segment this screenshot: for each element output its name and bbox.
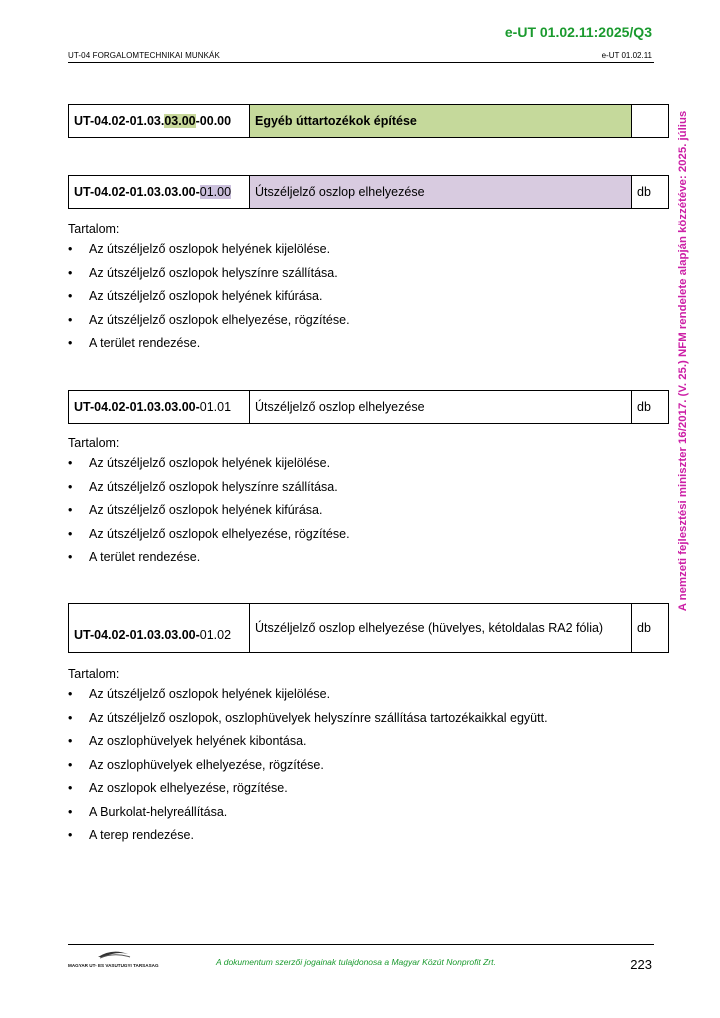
document-reference: e-UT 01.02.11 <box>601 51 652 60</box>
item-table-01-02 <box>68 603 669 653</box>
code-prefix: UT-04.02-01.03.03.00- <box>74 185 200 199</box>
list-item: • A terep rendezése. <box>68 828 654 852</box>
code-prefix: UT-04.02-01.03.03.00- <box>74 400 200 414</box>
list-item: • A terület rendezése. <box>68 336 654 360</box>
code-separator: - <box>195 114 200 128</box>
code-tail: 01.00 <box>199 185 232 199</box>
organization-logo <box>68 948 164 970</box>
item-code <box>69 176 250 209</box>
copyright-notice: A dokumentum szerzői jogainak tulajdonosa a Magyar Közút Nonprofit Zrt. <box>216 957 496 967</box>
item-title: Útszéljelző oszlop elhelyezése <box>250 391 632 424</box>
list-item: • Az útszéljelző oszlopok helyszínre szállítása. <box>68 266 654 290</box>
item-unit: db <box>632 391 669 424</box>
content-list <box>68 687 654 852</box>
list-item: • A Burkolat-helyreállítása. <box>68 805 654 829</box>
code-tail: 01.01 <box>199 400 232 414</box>
list-item: • Az oszlophüvelyek helyének kibontása. <box>68 734 654 758</box>
item-table-01-01 <box>68 390 669 424</box>
header-divider <box>68 62 654 63</box>
list-item: • Az oszlophüvelyek elhelyezése, rögzítése. <box>68 758 654 782</box>
logo-graphic <box>68 948 164 970</box>
code-tail: 01.02 <box>199 628 232 642</box>
item-code <box>69 391 250 424</box>
content-label: Tartalom: <box>68 667 120 681</box>
item-title: Útszéljelző oszlop elhelyezése (hüvelyes, kétoldalas RA2 fólia) <box>250 604 632 653</box>
document-code: e-UT 01.02.11:2025/Q3 <box>504 24 652 40</box>
side-publication-note <box>676 96 690 626</box>
content-label: Tartalom: <box>68 222 120 236</box>
code-prefix: UT-04.02-01.03.03.00- <box>74 628 200 642</box>
item-table-01-00 <box>68 175 669 209</box>
page-number: 223 <box>630 957 652 972</box>
footer-divider <box>68 944 654 945</box>
list-item: • Az útszéljelző oszlopok helyének kijelölése. <box>68 456 654 480</box>
list-item: • A terület rendezése. <box>68 550 654 574</box>
content-list <box>68 456 654 574</box>
list-item: • Az útszéljelző oszlopok helyének kijelölése. <box>68 242 654 266</box>
content-label: Tartalom: <box>68 436 120 450</box>
code-tail: 00.00 <box>199 114 232 128</box>
item-content-01-00 <box>68 222 654 360</box>
item-content-01-02 <box>68 667 654 852</box>
list-item: • Az útszéljelző oszlopok helyének kifúrása. <box>68 289 654 313</box>
item-code <box>69 604 250 653</box>
item-title: Egyéb úttartozékok építése <box>250 105 632 138</box>
item-unit: db <box>632 604 669 653</box>
item-code <box>69 105 250 138</box>
section-title: UT-04 FORGALOMTECHNIKAI MUNKÁK <box>68 51 220 60</box>
code-highlight: 03.00 <box>164 114 196 128</box>
list-item: • Az útszéljelző oszlopok, oszlophüvelyek helyszínre szállítása tartozékaikkal együtt. <box>68 711 654 735</box>
item-content-01-01 <box>68 436 654 574</box>
list-item: • Az útszéljelző oszlopok helyszínre szállítása. <box>68 480 654 504</box>
item-unit <box>632 105 669 138</box>
code-prefix: UT-04.02-01.03. <box>74 114 165 128</box>
list-item: • Az útszéljelző oszlopok helyének kifúrása. <box>68 503 654 527</box>
side-note-text: A nemzeti fejlesztési miniszter 16/2017. (V. 25.) NFM rendelete alapján közzétéve: 2025. július <box>677 110 689 612</box>
list-item: • Az útszéljelző oszlopok helyének kijelölése. <box>68 687 654 711</box>
list-item: • Az útszéljelző oszlopok elhelyezése, rögzítése. <box>68 527 654 551</box>
item-title: Útszéljelző oszlop elhelyezése <box>250 176 632 209</box>
list-item: • Az oszlopok elhelyezése, rögzítése. <box>68 781 654 805</box>
item-table-main <box>68 104 669 138</box>
logo-text: MAGYAR UT- ES VASUTUGYI TARSASAG <box>68 963 159 968</box>
item-unit: db <box>632 176 669 209</box>
list-item: • Az útszéljelző oszlopok elhelyezése, rögzítése. <box>68 313 654 337</box>
content-list <box>68 242 654 360</box>
